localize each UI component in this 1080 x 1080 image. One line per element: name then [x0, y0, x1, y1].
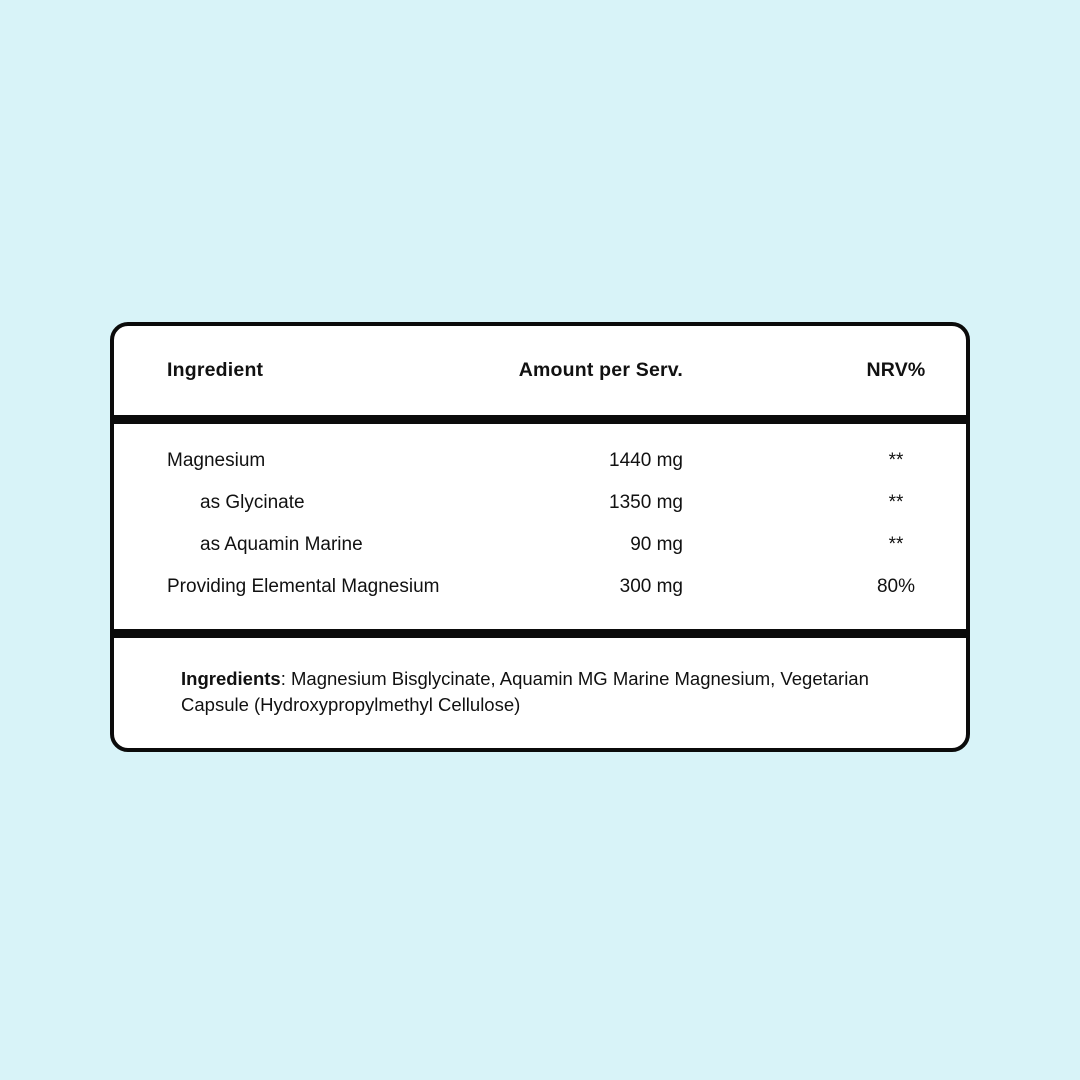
ingredient-name: as Glycinate — [200, 492, 305, 513]
ingredients-label: Ingredients — [181, 668, 281, 689]
ingredients-statement — [181, 666, 881, 718]
ingredient-amount: 90 mg — [630, 534, 683, 555]
ingredient-amount: 300 mg — [619, 576, 683, 597]
ingredient-name: Providing Elemental Magnesium — [167, 576, 440, 597]
header-divider-rule — [114, 415, 966, 424]
header-amount-per-serving: Amount per Serv. — [518, 359, 683, 381]
table-row — [114, 440, 966, 482]
body-divider-rule — [114, 629, 966, 638]
ingredient-nrv: 80% — [876, 576, 916, 597]
ingredient-name: Magnesium — [167, 450, 266, 471]
ingredient-nrv: ** — [888, 492, 904, 513]
facts-body — [114, 424, 966, 629]
table-row — [114, 524, 966, 566]
header-nrv-percent: NRV% — [866, 359, 926, 381]
ingredients-footer — [114, 638, 966, 748]
ingredient-amount: 1350 mg — [609, 492, 683, 513]
ingredient-nrv: ** — [888, 534, 904, 555]
table-row — [114, 482, 966, 524]
supplement-facts-panel — [110, 322, 970, 752]
ingredient-amount: 1440 mg — [609, 450, 683, 471]
ingredients-list-text: : Magnesium Bisglycinate, Aquamin MG Marine Magnesium, Vegetarian Capsule (Hydroxypropylmethyl Cellulose) — [181, 668, 869, 715]
ingredient-name: as Aquamin Marine — [200, 534, 363, 555]
header-ingredient: Ingredient — [167, 359, 264, 381]
table-row — [114, 566, 966, 608]
facts-header-row — [114, 326, 966, 415]
ingredient-nrv: ** — [888, 450, 904, 471]
